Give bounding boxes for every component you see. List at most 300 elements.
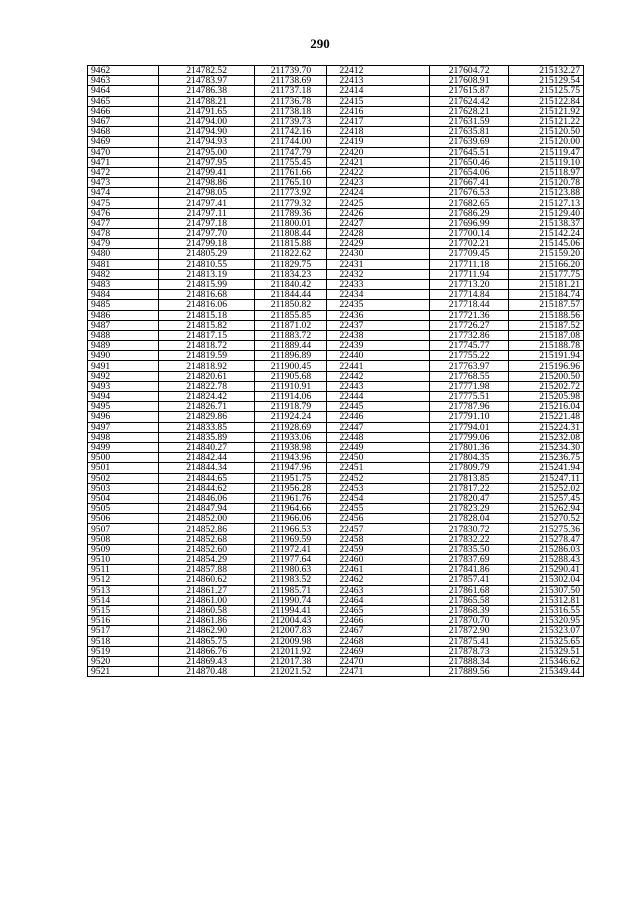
point-id-b-cell: 22424 <box>327 188 430 198</box>
y-coord-b-cell: 215119.10 <box>508 157 583 167</box>
y-coord-b-cell: 215188.56 <box>508 310 583 320</box>
y-coord-b-cell: 215236.75 <box>508 453 583 463</box>
x-coord-b-cell: 217768.55 <box>430 371 508 381</box>
point-id-a-cell: 9521 <box>88 667 159 677</box>
point-id-a-cell: 9470 <box>88 147 159 157</box>
x-coord-a-cell: 214861.00 <box>158 595 255 605</box>
y-coord-a-cell: 211956.28 <box>255 483 327 493</box>
x-coord-a-cell: 214818.72 <box>158 341 255 351</box>
point-id-b-cell: 22413 <box>327 76 430 86</box>
x-coord-a-cell: 214788.21 <box>158 96 255 106</box>
point-id-b-cell: 22454 <box>327 493 430 503</box>
point-id-b-cell: 22429 <box>327 239 430 249</box>
y-coord-a-cell: 211773.92 <box>255 188 327 198</box>
point-id-a-cell: 9488 <box>88 330 159 340</box>
x-coord-a-cell: 214782.52 <box>158 66 255 76</box>
point-id-b-cell: 22438 <box>327 330 430 340</box>
point-id-a-cell: 9473 <box>88 178 159 188</box>
y-coord-a-cell: 211972.41 <box>255 544 327 554</box>
table-row <box>88 76 584 86</box>
y-coord-a-cell: 211747.79 <box>255 147 327 157</box>
y-coord-b-cell: 215288.43 <box>508 555 583 565</box>
point-id-b-cell: 22414 <box>327 86 430 96</box>
x-coord-b-cell: 217608.91 <box>430 76 508 86</box>
x-coord-a-cell: 214854.29 <box>158 555 255 565</box>
y-coord-b-cell: 215349.44 <box>508 667 583 677</box>
y-coord-a-cell: 211977.64 <box>255 555 327 565</box>
y-coord-b-cell: 215205.98 <box>508 392 583 402</box>
x-coord-b-cell: 217820.47 <box>430 493 508 503</box>
table-row <box>88 106 584 116</box>
point-id-b-cell: 22434 <box>327 290 430 300</box>
y-coord-b-cell: 215121.22 <box>508 116 583 126</box>
x-coord-b-cell: 217645.51 <box>430 147 508 157</box>
x-coord-b-cell: 217604.72 <box>430 66 508 76</box>
table-row <box>88 290 584 300</box>
point-id-a-cell: 9503 <box>88 483 159 493</box>
y-coord-b-cell: 215224.31 <box>508 422 583 432</box>
x-coord-b-cell: 217804.35 <box>430 453 508 463</box>
point-id-a-cell: 9499 <box>88 442 159 452</box>
x-coord-a-cell: 214816.06 <box>158 300 255 310</box>
y-coord-a-cell: 212007.83 <box>255 626 327 636</box>
x-coord-a-cell: 214799.18 <box>158 239 255 249</box>
x-coord-b-cell: 217631.59 <box>430 116 508 126</box>
point-id-a-cell: 9506 <box>88 514 159 524</box>
x-coord-b-cell: 217755.22 <box>430 351 508 361</box>
y-coord-a-cell: 211755.45 <box>255 157 327 167</box>
table-row <box>88 514 584 524</box>
point-id-a-cell: 9518 <box>88 636 159 646</box>
x-coord-a-cell: 214840.27 <box>158 442 255 452</box>
table-row <box>88 371 584 381</box>
y-coord-a-cell: 211947.96 <box>255 463 327 473</box>
x-coord-b-cell: 217676.53 <box>430 188 508 198</box>
y-coord-b-cell: 215187.52 <box>508 320 583 330</box>
x-coord-a-cell: 214791.65 <box>158 106 255 116</box>
point-id-a-cell: 9480 <box>88 249 159 259</box>
x-coord-a-cell: 214866.76 <box>158 646 255 656</box>
table-row <box>88 381 584 391</box>
y-coord-b-cell: 215346.62 <box>508 656 583 666</box>
table-row <box>88 442 584 452</box>
point-id-b-cell: 22465 <box>327 605 430 615</box>
x-coord-b-cell: 217732.86 <box>430 330 508 340</box>
x-coord-a-cell: 214844.62 <box>158 483 255 493</box>
x-coord-b-cell: 217813.85 <box>430 473 508 483</box>
x-coord-b-cell: 217682.65 <box>430 198 508 208</box>
y-coord-b-cell: 215312.81 <box>508 595 583 605</box>
y-coord-a-cell: 211990.74 <box>255 595 327 605</box>
x-coord-a-cell: 214857.88 <box>158 565 255 575</box>
point-id-b-cell: 22443 <box>327 381 430 391</box>
coordinate-table <box>87 65 584 677</box>
x-coord-b-cell: 217794.01 <box>430 422 508 432</box>
x-coord-b-cell: 217823.29 <box>430 504 508 514</box>
y-coord-a-cell: 211938.98 <box>255 442 327 452</box>
x-coord-b-cell: 217650.46 <box>430 157 508 167</box>
point-id-a-cell: 9500 <box>88 453 159 463</box>
y-coord-a-cell: 211985.71 <box>255 585 327 595</box>
point-id-b-cell: 22431 <box>327 259 430 269</box>
x-coord-b-cell: 217875.41 <box>430 636 508 646</box>
x-coord-b-cell: 217713.20 <box>430 279 508 289</box>
x-coord-b-cell: 217835.50 <box>430 544 508 554</box>
y-coord-a-cell: 211994.41 <box>255 605 327 615</box>
y-coord-b-cell: 215278.47 <box>508 534 583 544</box>
table-row <box>88 493 584 503</box>
y-coord-a-cell: 211969.59 <box>255 534 327 544</box>
x-coord-a-cell: 214835.89 <box>158 432 255 442</box>
x-coord-b-cell: 217726.27 <box>430 320 508 330</box>
table-row <box>88 269 584 279</box>
x-coord-b-cell: 217837.69 <box>430 555 508 565</box>
y-coord-a-cell: 211980.63 <box>255 565 327 575</box>
x-coord-b-cell: 217889.56 <box>430 667 508 677</box>
point-id-b-cell: 22426 <box>327 208 430 218</box>
x-coord-a-cell: 214844.65 <box>158 473 255 483</box>
x-coord-a-cell: 214816.68 <box>158 290 255 300</box>
y-coord-a-cell: 212021.52 <box>255 667 327 677</box>
y-coord-b-cell: 215120.78 <box>508 178 583 188</box>
x-coord-a-cell: 214786.38 <box>158 86 255 96</box>
x-coord-b-cell: 217711.18 <box>430 259 508 269</box>
y-coord-b-cell: 215121.92 <box>508 106 583 116</box>
y-coord-b-cell: 215122.84 <box>508 96 583 106</box>
x-coord-a-cell: 214813.19 <box>158 269 255 279</box>
point-id-a-cell: 9485 <box>88 300 159 310</box>
table-row <box>88 341 584 351</box>
x-coord-a-cell: 214870.48 <box>158 667 255 677</box>
x-coord-a-cell: 214842.44 <box>158 453 255 463</box>
table-row <box>88 392 584 402</box>
point-id-a-cell: 9477 <box>88 218 159 228</box>
y-coord-b-cell: 215320.95 <box>508 616 583 626</box>
point-id-a-cell: 9519 <box>88 646 159 656</box>
x-coord-b-cell: 217696.99 <box>430 218 508 228</box>
y-coord-b-cell: 215270.52 <box>508 514 583 524</box>
x-coord-b-cell: 217878.73 <box>430 646 508 656</box>
x-coord-b-cell: 217801.36 <box>430 442 508 452</box>
table-row <box>88 544 584 554</box>
x-coord-a-cell: 214815.18 <box>158 310 255 320</box>
table-row <box>88 565 584 575</box>
x-coord-b-cell: 217832.22 <box>430 534 508 544</box>
point-id-b-cell: 22462 <box>327 575 430 585</box>
point-id-b-cell: 22433 <box>327 279 430 289</box>
y-coord-a-cell: 211914.06 <box>255 392 327 402</box>
x-coord-a-cell: 214795.00 <box>158 147 255 157</box>
table-row <box>88 555 584 565</box>
y-coord-b-cell: 215302.04 <box>508 575 583 585</box>
x-coord-a-cell: 214824.42 <box>158 392 255 402</box>
table-row <box>88 147 584 157</box>
table-row <box>88 96 584 106</box>
x-coord-a-cell: 214783.97 <box>158 76 255 86</box>
x-coord-a-cell: 214829.86 <box>158 412 255 422</box>
point-id-a-cell: 9463 <box>88 76 159 86</box>
y-coord-a-cell: 212017.38 <box>255 656 327 666</box>
table-row <box>88 534 584 544</box>
x-coord-b-cell: 217763.97 <box>430 361 508 371</box>
table-row <box>88 127 584 137</box>
y-coord-a-cell: 211896.89 <box>255 351 327 361</box>
y-coord-b-cell: 215252.02 <box>508 483 583 493</box>
y-coord-a-cell: 211889.44 <box>255 341 327 351</box>
x-coord-a-cell: 214797.70 <box>158 229 255 239</box>
y-coord-a-cell: 211789.36 <box>255 208 327 218</box>
x-coord-b-cell: 217870.70 <box>430 616 508 626</box>
y-coord-a-cell: 211736.78 <box>255 96 327 106</box>
y-coord-a-cell: 211739.70 <box>255 66 327 76</box>
table-row <box>88 585 584 595</box>
y-coord-b-cell: 215307.50 <box>508 585 583 595</box>
y-coord-b-cell: 215275.36 <box>508 524 583 534</box>
x-coord-a-cell: 214797.41 <box>158 198 255 208</box>
x-coord-a-cell: 214815.99 <box>158 279 255 289</box>
point-id-b-cell: 22460 <box>327 555 430 565</box>
y-coord-b-cell: 215177.75 <box>508 269 583 279</box>
y-coord-b-cell: 215188.78 <box>508 341 583 351</box>
table-row <box>88 300 584 310</box>
point-id-b-cell: 22445 <box>327 402 430 412</box>
x-coord-b-cell: 217888.34 <box>430 656 508 666</box>
y-coord-b-cell: 215125.75 <box>508 86 583 96</box>
x-coord-a-cell: 214794.93 <box>158 137 255 147</box>
x-coord-b-cell: 217667.41 <box>430 178 508 188</box>
y-coord-b-cell: 215232.08 <box>508 432 583 442</box>
x-coord-b-cell: 217799.06 <box>430 432 508 442</box>
y-coord-b-cell: 215120.50 <box>508 127 583 137</box>
table-row <box>88 188 584 198</box>
point-id-a-cell: 9481 <box>88 259 159 269</box>
table-row <box>88 575 584 585</box>
table-row <box>88 504 584 514</box>
table-row <box>88 310 584 320</box>
point-id-a-cell: 9468 <box>88 127 159 137</box>
table-row <box>88 86 584 96</box>
y-coord-a-cell: 211744.00 <box>255 137 327 147</box>
table-row <box>88 167 584 177</box>
x-coord-a-cell: 214861.27 <box>158 585 255 595</box>
point-id-a-cell: 9492 <box>88 371 159 381</box>
y-coord-a-cell: 211918.79 <box>255 402 327 412</box>
y-coord-a-cell: 211966.53 <box>255 524 327 534</box>
y-coord-a-cell: 211765.10 <box>255 178 327 188</box>
page-number: 290 <box>310 36 330 51</box>
table-row <box>88 412 584 422</box>
point-id-b-cell: 22415 <box>327 96 430 106</box>
point-id-b-cell: 22440 <box>327 351 430 361</box>
point-id-a-cell: 9491 <box>88 361 159 371</box>
point-id-b-cell: 22469 <box>327 646 430 656</box>
y-coord-b-cell: 215247.11 <box>508 473 583 483</box>
x-coord-b-cell: 217615.87 <box>430 86 508 96</box>
point-id-a-cell: 9512 <box>88 575 159 585</box>
point-id-a-cell: 9483 <box>88 279 159 289</box>
table-row <box>88 473 584 483</box>
point-id-b-cell: 22461 <box>327 565 430 575</box>
point-id-b-cell: 22417 <box>327 116 430 126</box>
y-coord-b-cell: 215196.96 <box>508 361 583 371</box>
x-coord-b-cell: 217635.81 <box>430 127 508 137</box>
table-row <box>88 259 584 269</box>
point-id-b-cell: 22437 <box>327 320 430 330</box>
x-coord-a-cell: 214805.29 <box>158 249 255 259</box>
point-id-a-cell: 9479 <box>88 239 159 249</box>
y-coord-a-cell: 211742.16 <box>255 127 327 137</box>
table-row <box>88 402 584 412</box>
table-row <box>88 229 584 239</box>
x-coord-b-cell: 217624.42 <box>430 96 508 106</box>
point-id-a-cell: 9487 <box>88 320 159 330</box>
x-coord-b-cell: 217700.14 <box>430 229 508 239</box>
y-coord-b-cell: 215241.94 <box>508 463 583 473</box>
y-coord-a-cell: 211924.24 <box>255 412 327 422</box>
point-id-a-cell: 9493 <box>88 381 159 391</box>
y-coord-a-cell: 211738.69 <box>255 76 327 86</box>
point-id-b-cell: 22419 <box>327 137 430 147</box>
y-coord-b-cell: 215257.45 <box>508 493 583 503</box>
point-id-a-cell: 9507 <box>88 524 159 534</box>
table-row <box>88 218 584 228</box>
y-coord-b-cell: 215200.50 <box>508 371 583 381</box>
y-coord-b-cell: 215142.24 <box>508 229 583 239</box>
y-coord-b-cell: 215129.40 <box>508 208 583 218</box>
y-coord-b-cell: 215329.51 <box>508 646 583 656</box>
point-id-a-cell: 9486 <box>88 310 159 320</box>
x-coord-b-cell: 217857.41 <box>430 575 508 585</box>
coordinate-table-body <box>88 66 584 677</box>
x-coord-b-cell: 217745.77 <box>430 341 508 351</box>
point-id-b-cell: 22448 <box>327 432 430 442</box>
x-coord-a-cell: 214860.58 <box>158 605 255 615</box>
x-coord-a-cell: 214861.86 <box>158 616 255 626</box>
point-id-a-cell: 9482 <box>88 269 159 279</box>
x-coord-b-cell: 217718.44 <box>430 300 508 310</box>
x-coord-b-cell: 217841.86 <box>430 565 508 575</box>
point-id-a-cell: 9484 <box>88 290 159 300</box>
table-row <box>88 320 584 330</box>
table-row <box>88 626 584 636</box>
x-coord-a-cell: 214794.00 <box>158 116 255 126</box>
x-coord-b-cell: 217791.10 <box>430 412 508 422</box>
point-id-b-cell: 22468 <box>327 636 430 646</box>
y-coord-b-cell: 215221.48 <box>508 412 583 422</box>
x-coord-b-cell: 217654.06 <box>430 167 508 177</box>
x-coord-b-cell: 217809.79 <box>430 463 508 473</box>
table-row <box>88 157 584 167</box>
point-id-b-cell: 22418 <box>327 127 430 137</box>
table-row <box>88 595 584 605</box>
x-coord-b-cell: 217868.39 <box>430 605 508 615</box>
x-coord-a-cell: 214826.71 <box>158 402 255 412</box>
point-id-b-cell: 22457 <box>327 524 430 534</box>
x-coord-a-cell: 214822.78 <box>158 381 255 391</box>
point-id-a-cell: 9476 <box>88 208 159 218</box>
y-coord-a-cell: 212009.98 <box>255 636 327 646</box>
point-id-b-cell: 22466 <box>327 616 430 626</box>
point-id-b-cell: 22455 <box>327 504 430 514</box>
y-coord-b-cell: 215159.20 <box>508 249 583 259</box>
y-coord-b-cell: 215119.47 <box>508 147 583 157</box>
table-row <box>88 636 584 646</box>
x-coord-b-cell: 217817.22 <box>430 483 508 493</box>
point-id-b-cell: 22447 <box>327 422 430 432</box>
y-coord-b-cell: 215290.41 <box>508 565 583 575</box>
y-coord-a-cell: 211943.96 <box>255 453 327 463</box>
point-id-a-cell: 9472 <box>88 167 159 177</box>
point-id-b-cell: 22471 <box>327 667 430 677</box>
table-row <box>88 361 584 371</box>
point-id-a-cell: 9515 <box>88 605 159 615</box>
table-row <box>88 239 584 249</box>
y-coord-b-cell: 215325.65 <box>508 636 583 646</box>
point-id-b-cell: 22432 <box>327 269 430 279</box>
table-row <box>88 208 584 218</box>
y-coord-b-cell: 215316.55 <box>508 605 583 615</box>
table-row <box>88 198 584 208</box>
x-coord-a-cell: 214797.11 <box>158 208 255 218</box>
y-coord-a-cell: 211966.06 <box>255 514 327 524</box>
x-coord-b-cell: 217686.29 <box>430 208 508 218</box>
y-coord-b-cell: 215127.13 <box>508 198 583 208</box>
point-id-b-cell: 22425 <box>327 198 430 208</box>
x-coord-a-cell: 214852.60 <box>158 544 255 554</box>
point-id-a-cell: 9504 <box>88 493 159 503</box>
point-id-b-cell: 22412 <box>327 66 430 76</box>
y-coord-b-cell: 215166.20 <box>508 259 583 269</box>
table-row <box>88 656 584 666</box>
point-id-a-cell: 9494 <box>88 392 159 402</box>
point-id-a-cell: 9489 <box>88 341 159 351</box>
point-id-a-cell: 9505 <box>88 504 159 514</box>
point-id-b-cell: 22428 <box>327 229 430 239</box>
point-id-a-cell: 9498 <box>88 432 159 442</box>
x-coord-a-cell: 214852.68 <box>158 534 255 544</box>
point-id-a-cell: 9469 <box>88 137 159 147</box>
y-coord-b-cell: 215187.08 <box>508 330 583 340</box>
x-coord-b-cell: 217787.96 <box>430 402 508 412</box>
x-coord-a-cell: 214846.06 <box>158 493 255 503</box>
point-id-a-cell: 9466 <box>88 106 159 116</box>
y-coord-b-cell: 215118.97 <box>508 167 583 177</box>
point-id-b-cell: 22421 <box>327 157 430 167</box>
y-coord-a-cell: 211822.62 <box>255 249 327 259</box>
point-id-a-cell: 9464 <box>88 86 159 96</box>
point-id-b-cell: 22427 <box>327 218 430 228</box>
y-coord-a-cell: 211800.01 <box>255 218 327 228</box>
point-id-a-cell: 9516 <box>88 616 159 626</box>
y-coord-b-cell: 215187.57 <box>508 300 583 310</box>
x-coord-a-cell: 214815.82 <box>158 320 255 330</box>
x-coord-a-cell: 214865.75 <box>158 636 255 646</box>
x-coord-a-cell: 214797.95 <box>158 157 255 167</box>
x-coord-a-cell: 214810.55 <box>158 259 255 269</box>
point-id-b-cell: 22459 <box>327 544 430 554</box>
point-id-b-cell: 22439 <box>327 341 430 351</box>
point-id-a-cell: 9520 <box>88 656 159 666</box>
x-coord-a-cell: 214817.15 <box>158 330 255 340</box>
x-coord-a-cell: 214847.94 <box>158 504 255 514</box>
point-id-a-cell: 9517 <box>88 626 159 636</box>
x-coord-b-cell: 217721.36 <box>430 310 508 320</box>
y-coord-b-cell: 215184.74 <box>508 290 583 300</box>
point-id-a-cell: 9467 <box>88 116 159 126</box>
x-coord-b-cell: 217714.84 <box>430 290 508 300</box>
y-coord-a-cell: 211855.85 <box>255 310 327 320</box>
y-coord-a-cell: 211964.66 <box>255 504 327 514</box>
